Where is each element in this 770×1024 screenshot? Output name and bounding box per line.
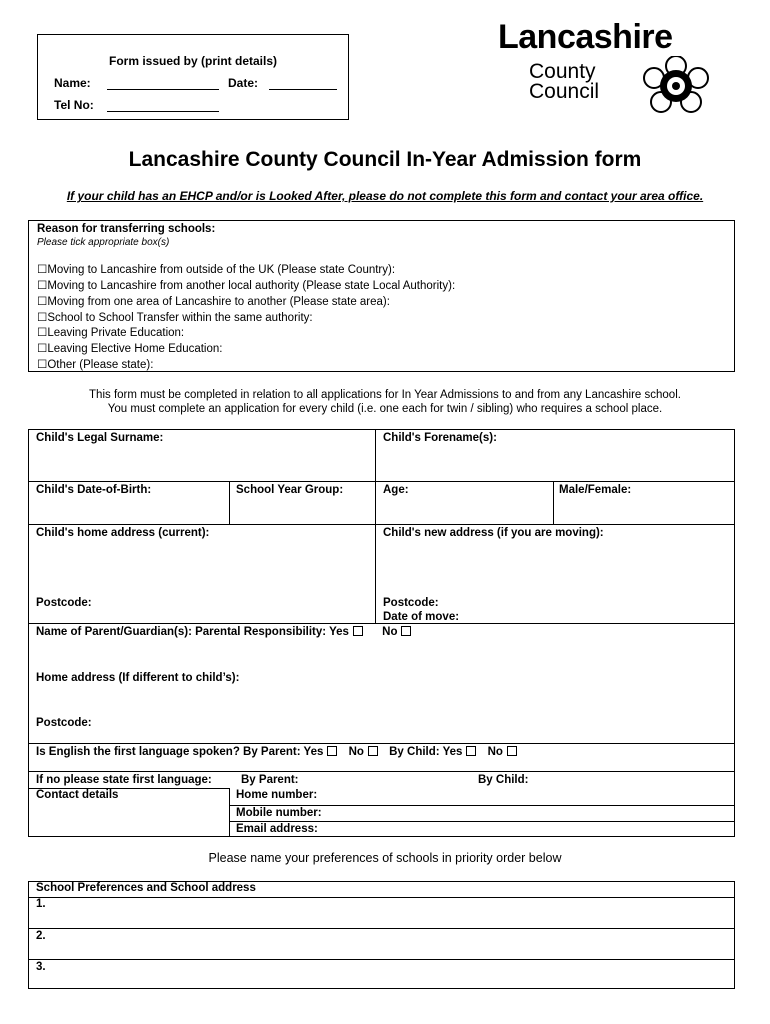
gender-label: Male/Female:	[559, 484, 632, 496]
page-title: Lancashire County Council In-Year Admission form	[128, 148, 642, 171]
child-surname-label: Child's Legal Surname:	[36, 432, 164, 444]
preference-1[interactable]: 1.	[36, 898, 46, 910]
reason-option-school-transfer[interactable]: ☐School to School Transfer within the same authority:	[37, 312, 313, 324]
pr-no-checkbox[interactable]	[401, 626, 411, 636]
date-of-move-label: Date of move:	[383, 611, 460, 623]
first-language-by-parent-label: By Parent:	[241, 774, 299, 786]
reason-option-outside-uk[interactable]: ☐Moving to Lancashire from outside of the UK (Please state Country):	[37, 264, 396, 276]
preferences-instruction: Please name your preferences of schools in priority order below	[208, 851, 562, 865]
red-rose-logo-icon	[636, 56, 716, 116]
issue-date-field[interactable]	[269, 89, 337, 90]
english-language-question: Is English the first language spoken? By Parent: Yes No By Child: Yes No	[36, 746, 519, 758]
parent-english-yes-checkbox[interactable]	[327, 746, 337, 756]
ehcp-warning: If your child has an EHCP and/or is Looked After, please do not complete this form and contact your area office.	[66, 189, 704, 203]
mobile-number-label: Mobile number:	[236, 807, 322, 819]
parent-home-address-label: Home address (If different to child’s):	[36, 672, 240, 684]
issuer-name-label: Name:	[54, 76, 91, 90]
preference-3[interactable]: 3.	[36, 961, 46, 973]
pr-yes-checkbox[interactable]	[353, 626, 363, 636]
preferences-heading: School Preferences and School address	[36, 882, 256, 894]
new-postcode-label: Postcode:	[383, 597, 439, 609]
logo-council: Council	[529, 80, 600, 103]
reason-option-other[interactable]: ☐Other (Please state):	[37, 359, 154, 371]
contact-details-label: Contact details	[36, 789, 119, 801]
school-preferences-table	[28, 881, 735, 989]
age-label: Age:	[383, 484, 409, 496]
issue-date-label: Date:	[228, 76, 259, 90]
parent-english-no-checkbox[interactable]	[368, 746, 378, 756]
parent-postcode-label: Postcode:	[36, 717, 92, 729]
child-forename-label: Child's Forename(s):	[383, 432, 497, 444]
reason-subheading: Please tick appropriate box(s)	[37, 237, 170, 248]
child-english-yes-checkbox[interactable]	[466, 746, 476, 756]
intro-text: This form must be completed in relation to all applications for In Year Admissions to and from any Lancashire school. You must complete an application for every child (i.e. one each for twin / sibling) who requires a school place.	[89, 389, 681, 415]
preference-2[interactable]: 2.	[36, 930, 46, 942]
logo-wordmark: Lancashire	[498, 18, 673, 56]
first-language-label: If no please state first language:	[36, 774, 212, 786]
reason-option-private-education[interactable]: ☐Leaving Private Education:	[37, 327, 185, 339]
reason-heading: Reason for transferring schools:	[37, 223, 216, 235]
parent-name-label: Name of Parent/Guardian(s): Parental Responsibility: Yes No	[36, 626, 413, 638]
issuer-tel-field[interactable]	[107, 111, 219, 112]
child-english-no-checkbox[interactable]	[507, 746, 517, 756]
form-issued-box	[37, 34, 349, 120]
child-dob-label: Child's Date-of-Birth:	[36, 484, 152, 496]
home-postcode-label: Postcode:	[36, 597, 92, 609]
issuer-name-field[interactable]	[107, 89, 219, 90]
logo-county: County	[529, 60, 596, 83]
reason-option-within-lancashire[interactable]: ☐Moving from one area of Lancashire to another (Please state area):	[37, 296, 390, 308]
email-address-label: Email address:	[236, 823, 318, 835]
school-year-label: School Year Group:	[236, 484, 344, 496]
reason-option-other-la[interactable]: ☐Moving to Lancashire from another local authority (Please state Local Authority):	[37, 280, 456, 292]
issuer-tel-label: Tel No:	[54, 98, 94, 112]
home-number-label: Home number:	[236, 789, 318, 801]
first-language-by-child-label: By Child:	[478, 774, 529, 786]
new-address-label: Child's new address (if you are moving):	[383, 527, 604, 539]
reason-section	[28, 220, 735, 372]
home-address-label: Child's home address (current):	[36, 527, 210, 539]
form-issued-title: Form issued by (print details)	[108, 54, 278, 68]
reason-option-home-education[interactable]: ☐Leaving Elective Home Education:	[37, 343, 223, 355]
child-details-table	[28, 429, 735, 837]
